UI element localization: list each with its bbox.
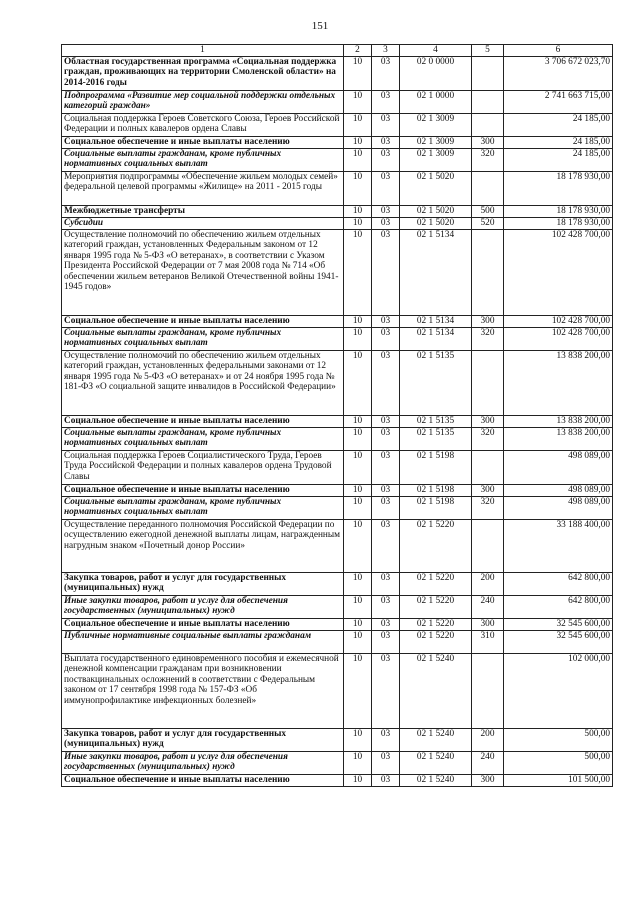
- subsection-cell: 03: [372, 729, 400, 752]
- section-cell: 10: [344, 206, 372, 218]
- target-article-cell: 02 1 5020: [400, 206, 472, 218]
- subsection-cell: 03: [372, 351, 400, 416]
- amount-cell: 18 178 930,00: [504, 218, 613, 230]
- budget-table-body: [62, 45, 613, 787]
- subsection-cell: 03: [372, 428, 400, 451]
- section-cell: 10: [344, 752, 372, 775]
- section-cell: 10: [344, 451, 372, 485]
- subsection-cell: 03: [372, 619, 400, 631]
- header-cell: 5: [472, 45, 504, 57]
- expense-type-cell: [472, 351, 504, 416]
- item-name-cell: Социальное обеспечение и иные выплаты населению: [62, 316, 344, 328]
- expense-type-cell: 320: [472, 497, 504, 520]
- target-article-cell: 02 1 5240: [400, 775, 472, 787]
- expense-type-cell: 200: [472, 573, 504, 596]
- subsection-cell: 03: [372, 230, 400, 316]
- table-row: [62, 497, 613, 520]
- target-article-cell: 02 1 5240: [400, 752, 472, 775]
- section-cell: 10: [344, 520, 372, 573]
- subsection-cell: 03: [372, 416, 400, 428]
- item-name-cell: Социальная поддержка Героев Социалистического Труда, Героев Труда Российской Федерации и полных кавалеров ордена Трудовой Славы: [62, 451, 344, 485]
- page-number: 151: [311, 20, 329, 32]
- target-article-cell: 02 1 5020: [400, 172, 472, 206]
- item-name-cell: Социальные выплаты гражданам, кроме публичных нормативных социальных выплат: [62, 328, 344, 351]
- amount-cell: 32 545 600,00: [504, 631, 613, 654]
- amount-cell: 642 800,00: [504, 573, 613, 596]
- expense-type-cell: [472, 451, 504, 485]
- section-cell: 10: [344, 57, 372, 91]
- section-cell: 10: [344, 351, 372, 416]
- table-row: [62, 428, 613, 451]
- table-row: [62, 230, 613, 316]
- section-cell: 10: [344, 91, 372, 114]
- amount-cell: 500,00: [504, 729, 613, 752]
- table-row: [62, 451, 613, 485]
- item-name-cell: Социальное обеспечение и иные выплаты населению: [62, 416, 344, 428]
- table-row: [62, 619, 613, 631]
- amount-cell: 24 185,00: [504, 149, 613, 172]
- section-cell: 10: [344, 573, 372, 596]
- expense-type-cell: 240: [472, 596, 504, 619]
- table-row: [62, 416, 613, 428]
- subsection-cell: 03: [372, 316, 400, 328]
- item-name-cell: Социальная поддержка Героев Советского Союза, Героев Российской Федерации и полных кавалеров ордена Славы: [62, 114, 344, 137]
- expense-type-cell: 520: [472, 218, 504, 230]
- item-name-cell: Межбюджетные трансферты: [62, 206, 344, 218]
- target-article-cell: 02 1 5198: [400, 485, 472, 497]
- table-row: [62, 316, 613, 328]
- table-row: [62, 596, 613, 619]
- item-name-cell: Подпрограмма «Развитие мер социальной поддержки отдельных категорий граждан»: [62, 91, 344, 114]
- item-name-cell: Социальные выплаты гражданам, кроме публичных нормативных социальных выплат: [62, 428, 344, 451]
- table-row: [62, 91, 613, 114]
- subsection-cell: 03: [372, 149, 400, 172]
- item-name-cell: Осуществление полномочий по обеспечению жильем отдельных категорий граждан, установленных федеральными законами от 12 января 1995 года № 5-ФЗ «О ветеранах» и от 24 ноября 1995 года № 181-ФЗ «О социальной защите инвалидов в Российской Федерации»: [62, 351, 344, 416]
- amount-cell: 13 838 200,00: [504, 416, 613, 428]
- target-article-cell: 02 1 3009: [400, 114, 472, 137]
- amount-cell: 32 545 600,00: [504, 619, 613, 631]
- subsection-cell: 03: [372, 137, 400, 149]
- subsection-cell: 03: [372, 57, 400, 91]
- table-row: [62, 520, 613, 573]
- item-name-cell: Социальные выплаты гражданам, кроме публичных нормативных социальных выплат: [62, 497, 344, 520]
- expense-type-cell: 300: [472, 316, 504, 328]
- table-row: [62, 573, 613, 596]
- item-name-cell: Иные закупки товаров, работ и услуг для обеспечения государственных (муниципальных) нужд: [62, 596, 344, 619]
- expense-type-cell: 200: [472, 729, 504, 752]
- table-row: [62, 114, 613, 137]
- amount-cell: 13 838 200,00: [504, 428, 613, 451]
- subsection-cell: 03: [372, 218, 400, 230]
- amount-cell: 2 741 663 715,00: [504, 91, 613, 114]
- item-name-cell: Социальные выплаты гражданам, кроме публичных нормативных социальных выплат: [62, 149, 344, 172]
- table-row: [62, 654, 613, 729]
- subsection-cell: 03: [372, 631, 400, 654]
- table-row: [62, 485, 613, 497]
- header-cell: 2: [344, 45, 372, 57]
- amount-cell: 498 089,00: [504, 451, 613, 485]
- expense-type-cell: 320: [472, 328, 504, 351]
- expense-type-cell: 320: [472, 149, 504, 172]
- target-article-cell: 02 1 5220: [400, 596, 472, 619]
- item-name-cell: Иные закупки товаров, работ и услуг для обеспечения государственных (муниципальных) нужд: [62, 752, 344, 775]
- target-article-cell: 02 1 5134: [400, 328, 472, 351]
- amount-cell: 102 428 700,00: [504, 316, 613, 328]
- expense-type-cell: 500: [472, 206, 504, 218]
- section-cell: 10: [344, 619, 372, 631]
- amount-cell: 18 178 930,00: [504, 206, 613, 218]
- item-name-cell: Выплата государственного единовременного пособия и ежемесячной денежной компенсации гражданам при возникновении поствакцинальных осложнений в соответствии с Федеральным законом от 17 сентября 1998 года № 157-ФЗ «Об иммунопрофилактике инфекционных болезней»: [62, 654, 344, 729]
- target-article-cell: 02 1 5220: [400, 619, 472, 631]
- table-row: [62, 137, 613, 149]
- expense-type-cell: 240: [472, 752, 504, 775]
- target-article-cell: 02 1 5220: [400, 631, 472, 654]
- section-cell: 10: [344, 316, 372, 328]
- amount-cell: 498 089,00: [504, 485, 613, 497]
- expense-type-cell: 300: [472, 485, 504, 497]
- section-cell: 10: [344, 137, 372, 149]
- target-article-cell: 02 1 5020: [400, 218, 472, 230]
- amount-cell: 101 500,00: [504, 775, 613, 787]
- item-name-cell: Социальное обеспечение и иные выплаты населению: [62, 619, 344, 631]
- expense-type-cell: 300: [472, 619, 504, 631]
- amount-cell: 498 089,00: [504, 497, 613, 520]
- target-article-cell: 02 1 5198: [400, 497, 472, 520]
- section-cell: 10: [344, 631, 372, 654]
- table-row: [62, 206, 613, 218]
- section-cell: 10: [344, 172, 372, 206]
- section-cell: 10: [344, 114, 372, 137]
- target-article-cell: 02 1 5198: [400, 451, 472, 485]
- section-cell: 10: [344, 654, 372, 729]
- section-cell: 10: [344, 775, 372, 787]
- subsection-cell: 03: [372, 451, 400, 485]
- item-name-cell: Закупка товаров, работ и услуг для государственных (муниципальных) нужд: [62, 729, 344, 752]
- item-name-cell: Областная государственная программа «Социальная поддержка граждан, проживающих на территории Смоленской области» на 2014-2016 годы: [62, 57, 344, 91]
- amount-cell: 24 185,00: [504, 114, 613, 137]
- subsection-cell: 03: [372, 91, 400, 114]
- header-cell: 4: [400, 45, 472, 57]
- amount-cell: 102 000,00: [504, 654, 613, 729]
- amount-cell: 24 185,00: [504, 137, 613, 149]
- target-article-cell: 02 1 0000: [400, 91, 472, 114]
- subsection-cell: 03: [372, 775, 400, 787]
- section-cell: 10: [344, 729, 372, 752]
- subsection-cell: 03: [372, 573, 400, 596]
- item-name-cell: Осуществление переданного полномочия Российской Федерации по осуществлению ежегодной денежной выплаты лицам, награжденным нагрудным знаком «Почетный донор России»: [62, 520, 344, 573]
- amount-cell: 3 706 672 023,70: [504, 57, 613, 91]
- header-cell: 3: [372, 45, 400, 57]
- header-cell: 1: [62, 45, 344, 57]
- item-name-cell: Закупка товаров, работ и услуг для государственных (муниципальных) нужд: [62, 573, 344, 596]
- subsection-cell: 03: [372, 520, 400, 573]
- budget-table: [61, 44, 613, 787]
- target-article-cell: 02 1 3009: [400, 149, 472, 172]
- section-cell: 10: [344, 149, 372, 172]
- item-name-cell: Социальное обеспечение и иные выплаты населению: [62, 775, 344, 787]
- table-row: [62, 172, 613, 206]
- table-row: [62, 775, 613, 787]
- expense-type-cell: [472, 230, 504, 316]
- amount-cell: 33 188 400,00: [504, 520, 613, 573]
- amount-cell: 18 178 930,00: [504, 172, 613, 206]
- table-row: [62, 218, 613, 230]
- section-cell: 10: [344, 218, 372, 230]
- expense-type-cell: [472, 654, 504, 729]
- subsection-cell: 03: [372, 596, 400, 619]
- expense-type-cell: 300: [472, 416, 504, 428]
- amount-cell: 102 428 700,00: [504, 328, 613, 351]
- table-row: [62, 631, 613, 654]
- amount-cell: 13 838 200,00: [504, 351, 613, 416]
- item-name-cell: Публичные нормативные социальные выплаты гражданам: [62, 631, 344, 654]
- subsection-cell: 03: [372, 206, 400, 218]
- subsection-cell: 03: [372, 114, 400, 137]
- section-cell: 10: [344, 428, 372, 451]
- table-row: [62, 328, 613, 351]
- expense-type-cell: [472, 520, 504, 573]
- target-article-cell: 02 1 5240: [400, 654, 472, 729]
- table-row: [62, 729, 613, 752]
- item-name-cell: Социальное обеспечение и иные выплаты населению: [62, 485, 344, 497]
- expense-type-cell: [472, 91, 504, 114]
- expense-type-cell: 310: [472, 631, 504, 654]
- item-name-cell: Социальное обеспечение и иные выплаты населению: [62, 137, 344, 149]
- expense-type-cell: 300: [472, 137, 504, 149]
- target-article-cell: 02 1 5240: [400, 729, 472, 752]
- section-cell: 10: [344, 230, 372, 316]
- expense-type-cell: [472, 114, 504, 137]
- table-row: [62, 149, 613, 172]
- subsection-cell: 03: [372, 485, 400, 497]
- expense-type-cell: 320: [472, 428, 504, 451]
- target-article-cell: 02 1 5135: [400, 416, 472, 428]
- header-cell: 6: [504, 45, 613, 57]
- amount-cell: 500,00: [504, 752, 613, 775]
- table-row: [62, 57, 613, 91]
- subsection-cell: 03: [372, 497, 400, 520]
- section-cell: 10: [344, 596, 372, 619]
- item-name-cell: Мероприятия подпрограммы «Обеспечение жильем молодых семей» федеральной целевой программы «Жилище» на 2011 - 2015 годы: [62, 172, 344, 206]
- expense-type-cell: [472, 172, 504, 206]
- subsection-cell: 03: [372, 752, 400, 775]
- target-article-cell: 02 1 5134: [400, 230, 472, 316]
- subsection-cell: 03: [372, 328, 400, 351]
- amount-cell: 102 428 700,00: [504, 230, 613, 316]
- section-cell: 10: [344, 485, 372, 497]
- item-name-cell: Осуществление полномочий по обеспечению жильем отдельных категорий граждан, установленных Федеральным законом от 12 января 1995 года № 5-ФЗ «О ветеранах», в соответствии с Указом Президента Российской Федерации от 7 мая 2008 года № 714 «Об обеспечении жильем ветеранов Великой Отечественной войны 1941-1945 годов»: [62, 230, 344, 316]
- expense-type-cell: 300: [472, 775, 504, 787]
- table-row: [62, 752, 613, 775]
- section-cell: 10: [344, 416, 372, 428]
- expense-type-cell: [472, 57, 504, 91]
- subsection-cell: 03: [372, 172, 400, 206]
- table-row: [62, 351, 613, 416]
- target-article-cell: 02 1 5135: [400, 428, 472, 451]
- target-article-cell: 02 0 0000: [400, 57, 472, 91]
- section-cell: 10: [344, 497, 372, 520]
- target-article-cell: 02 1 5220: [400, 573, 472, 596]
- subsection-cell: 03: [372, 654, 400, 729]
- section-cell: 10: [344, 328, 372, 351]
- target-article-cell: 02 1 5135: [400, 351, 472, 416]
- item-name-cell: Субсидии: [62, 218, 344, 230]
- table-header-row: [62, 45, 613, 57]
- target-article-cell: 02 1 5134: [400, 316, 472, 328]
- amount-cell: 642 800,00: [504, 596, 613, 619]
- target-article-cell: 02 1 3009: [400, 137, 472, 149]
- target-article-cell: 02 1 5220: [400, 520, 472, 573]
